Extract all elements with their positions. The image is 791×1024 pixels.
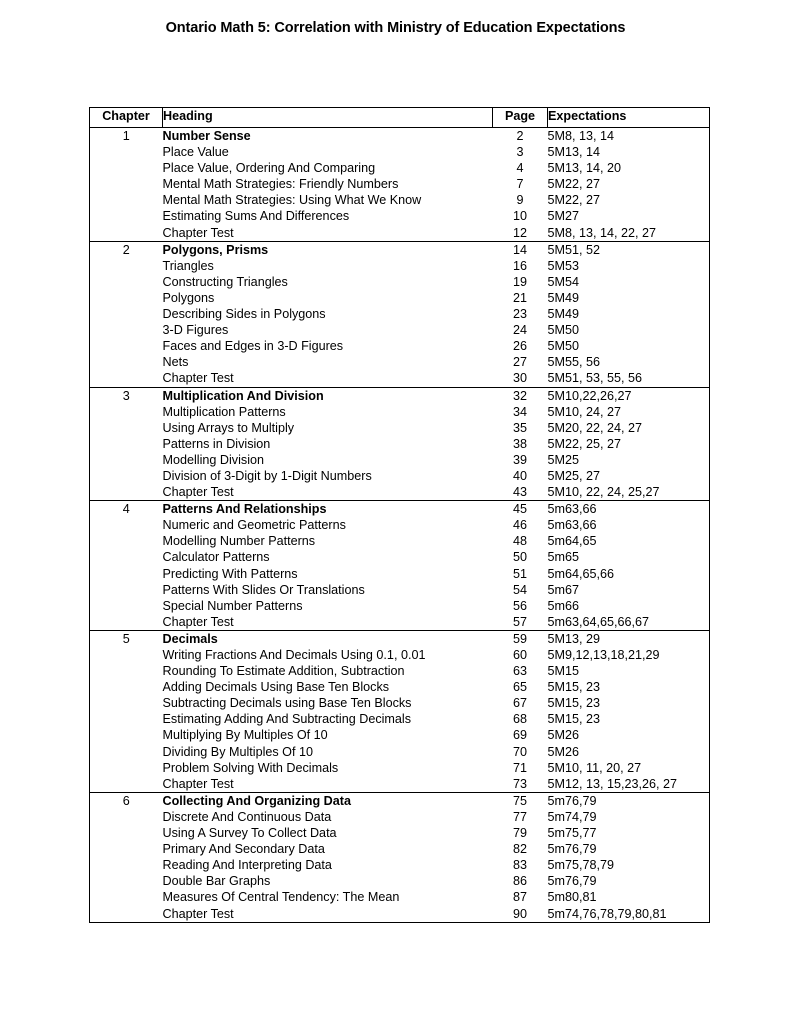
page-number: 71 bbox=[512, 760, 527, 775]
page-number: 83 bbox=[512, 858, 527, 873]
expectations-codes: 5m74,79 bbox=[547, 809, 597, 824]
lesson-heading: Estimating Adding And Subtracting Decimals bbox=[162, 712, 412, 727]
section-heading: Decimals bbox=[162, 631, 218, 646]
expectations-codes: 5M12, 13, 15,23,26, 27 bbox=[547, 776, 678, 791]
page-number: 65 bbox=[512, 680, 527, 695]
table-row bbox=[90, 387, 710, 404]
expectations-codes: 5M15, 23 bbox=[547, 696, 601, 711]
expectations-codes: 5M49 bbox=[547, 290, 580, 305]
table-row bbox=[90, 322, 710, 338]
lesson-heading: Modelling Number Patterns bbox=[162, 534, 316, 549]
expectations-codes: 5M27 bbox=[547, 209, 580, 224]
page-number: 75 bbox=[512, 793, 527, 808]
page-number: 9 bbox=[516, 193, 524, 208]
page-number: 21 bbox=[512, 290, 527, 305]
lesson-heading: Place Value bbox=[162, 145, 229, 160]
expectations-codes: 5m63,64,65,66,67 bbox=[547, 614, 650, 629]
chapter-number: 4 bbox=[122, 502, 130, 517]
expectations-codes: 5M10, 11, 20, 27 bbox=[547, 760, 642, 775]
chapter-block bbox=[90, 241, 710, 387]
lesson-heading: Faces and Edges in 3-D Figures bbox=[162, 339, 344, 354]
column-header-page: Page bbox=[493, 108, 548, 128]
page-number: 35 bbox=[512, 420, 527, 435]
page-number: 82 bbox=[512, 842, 527, 857]
expectations-codes: 5M53 bbox=[547, 258, 580, 273]
table-header bbox=[90, 108, 710, 128]
correlation-table bbox=[89, 107, 710, 923]
table-row bbox=[90, 857, 710, 873]
lesson-heading: Chapter Test bbox=[162, 906, 234, 921]
lesson-heading: Polygons bbox=[162, 290, 215, 305]
page-number: 63 bbox=[512, 664, 527, 679]
expectations-codes: 5M9,12,13,18,21,29 bbox=[547, 648, 660, 662]
lesson-heading: Measures Of Central Tendency: The Mean bbox=[162, 890, 400, 905]
page-title: Ontario Math 5: Correlation with Ministry of Education Expectations bbox=[165, 20, 626, 36]
table-row bbox=[90, 354, 710, 370]
lesson-heading: Chapter Test bbox=[162, 614, 234, 629]
page-number: 26 bbox=[512, 339, 527, 354]
page-number: 10 bbox=[512, 209, 527, 224]
page-number: 86 bbox=[512, 874, 527, 889]
table-header-row bbox=[90, 108, 710, 128]
page-number: 19 bbox=[512, 274, 527, 289]
table-row bbox=[90, 290, 710, 306]
table-row bbox=[90, 208, 710, 224]
table-row bbox=[90, 517, 710, 533]
column-header-chapter: Chapter bbox=[90, 108, 163, 128]
chapter-number: 3 bbox=[122, 388, 130, 403]
lesson-heading: Place Value, Ordering And Comparing bbox=[162, 161, 376, 176]
table-row bbox=[90, 711, 710, 727]
expectations-codes: 5m64,65,66 bbox=[547, 566, 615, 581]
lesson-heading: Double Bar Graphs bbox=[162, 874, 271, 889]
section-heading: Multiplication And Division bbox=[162, 388, 324, 403]
page-number: 2 bbox=[516, 129, 524, 143]
expectations-codes: 5M10,22,26,27 bbox=[547, 388, 632, 403]
table-row bbox=[90, 160, 710, 176]
table-row bbox=[90, 825, 710, 841]
lesson-heading: Calculator Patterns bbox=[162, 550, 270, 565]
page-number: 79 bbox=[512, 826, 527, 841]
page-number: 34 bbox=[512, 404, 527, 419]
lesson-heading: Using A Survey To Collect Data bbox=[162, 826, 337, 841]
page-number: 73 bbox=[512, 776, 527, 791]
expectations-codes: 5M13, 14, 20 bbox=[547, 161, 622, 176]
expectations-codes: 5M22, 27 bbox=[547, 177, 601, 192]
page-number: 70 bbox=[512, 744, 527, 759]
page-number: 54 bbox=[512, 582, 527, 597]
chapter-block bbox=[90, 501, 710, 631]
table-row bbox=[90, 695, 710, 711]
lesson-heading: Division of 3-Digit by 1-Digit Numbers bbox=[162, 468, 372, 483]
table-row bbox=[90, 727, 710, 743]
lesson-heading: Numeric and Geometric Patterns bbox=[162, 518, 346, 533]
expectations-codes: 5m67 bbox=[547, 582, 580, 597]
page-number: 40 bbox=[512, 468, 527, 483]
expectations-codes: 5M51, 53, 55, 56 bbox=[547, 371, 643, 386]
expectations-codes: 5m63,66 bbox=[547, 502, 597, 517]
expectations-codes: 5m64,65 bbox=[547, 534, 597, 549]
expectations-codes: 5M13, 29 bbox=[547, 631, 601, 646]
expectations-codes: 5M26 bbox=[547, 728, 580, 743]
expectations-codes: 5M10, 24, 27 bbox=[547, 404, 622, 419]
expectations-codes: 5M49 bbox=[547, 307, 580, 322]
lesson-heading: Primary And Secondary Data bbox=[162, 842, 325, 857]
page-number: 67 bbox=[512, 696, 527, 711]
expectations-codes: 5M25, 27 bbox=[547, 468, 601, 483]
expectations-codes: 5m66 bbox=[547, 598, 580, 613]
table-row bbox=[90, 501, 710, 518]
expectations-codes: 5M15, 23 bbox=[547, 712, 601, 727]
table-row bbox=[90, 630, 710, 647]
page-number: 51 bbox=[512, 566, 527, 581]
table-row bbox=[90, 647, 710, 663]
lesson-heading: Problem Solving With Decimals bbox=[162, 760, 339, 775]
lesson-heading: Reading And Interpreting Data bbox=[162, 858, 332, 873]
table-row bbox=[90, 144, 710, 160]
expectations-codes: 5M50 bbox=[547, 339, 580, 354]
table-row bbox=[90, 468, 710, 484]
lesson-heading: Dividing By Multiples Of 10 bbox=[162, 744, 313, 759]
page-number: 87 bbox=[512, 890, 527, 905]
table-row bbox=[90, 792, 710, 809]
page-number: 24 bbox=[512, 323, 527, 338]
page-number: 60 bbox=[512, 648, 527, 662]
lesson-heading: Modelling Division bbox=[162, 452, 264, 467]
page-number: 43 bbox=[512, 485, 527, 500]
table-row bbox=[90, 241, 710, 258]
page-number: 69 bbox=[512, 728, 527, 743]
table-row bbox=[90, 614, 710, 631]
expectations-codes: 5m74,76,78,79,80,81 bbox=[547, 906, 667, 921]
lesson-heading: Rounding To Estimate Addition, Subtraction bbox=[162, 664, 405, 679]
table-row bbox=[90, 258, 710, 274]
lesson-heading: Adding Decimals Using Base Ten Blocks bbox=[162, 680, 390, 695]
column-header-expectations: Expectations bbox=[548, 108, 710, 128]
lesson-heading: Describing Sides in Polygons bbox=[162, 307, 326, 322]
table-row bbox=[90, 370, 710, 387]
lesson-heading: Using Arrays to Multiply bbox=[162, 420, 295, 435]
page-number: 16 bbox=[512, 258, 527, 273]
page-number: 14 bbox=[512, 242, 527, 257]
expectations-codes: 5m63,66 bbox=[547, 518, 597, 533]
table-row bbox=[90, 663, 710, 679]
expectations-codes: 5M15, 23 bbox=[547, 680, 601, 695]
expectations-codes: 5m65 bbox=[547, 550, 580, 565]
expectations-codes: 5M22, 27 bbox=[547, 193, 601, 208]
table-row bbox=[90, 533, 710, 549]
expectations-codes: 5M55, 56 bbox=[547, 355, 601, 370]
expectations-codes: 5M22, 25, 27 bbox=[547, 436, 622, 451]
table-row bbox=[90, 841, 710, 857]
page-number: 32 bbox=[512, 388, 527, 403]
chapter-number: 1 bbox=[122, 129, 130, 143]
expectations-codes: 5m80,81 bbox=[547, 890, 597, 905]
lesson-heading: Estimating Sums And Differences bbox=[162, 209, 350, 224]
chapter-block bbox=[90, 792, 710, 922]
page-number: 3 bbox=[516, 145, 524, 160]
chapter-block bbox=[90, 630, 710, 792]
table-row bbox=[90, 420, 710, 436]
lesson-heading: 3-D Figures bbox=[162, 323, 229, 338]
section-heading: Number Sense bbox=[162, 129, 251, 143]
table-row bbox=[90, 484, 710, 501]
expectations-codes: 5M51, 52 bbox=[547, 242, 601, 257]
page-number: 38 bbox=[512, 436, 527, 451]
table-row bbox=[90, 760, 710, 776]
page-number: 39 bbox=[512, 452, 527, 467]
table-row bbox=[90, 192, 710, 208]
chapter-block bbox=[90, 387, 710, 501]
expectations-codes: 5M26 bbox=[547, 744, 580, 759]
table-row bbox=[90, 744, 710, 760]
column-header-heading: Heading bbox=[163, 108, 493, 128]
lesson-heading: Mental Math Strategies: Using What We Know bbox=[162, 193, 422, 208]
page-number: 45 bbox=[512, 502, 527, 517]
table-row bbox=[90, 906, 710, 923]
table-row bbox=[90, 128, 710, 145]
table-row bbox=[90, 404, 710, 420]
chapter-block bbox=[90, 128, 710, 242]
lesson-heading: Chapter Test bbox=[162, 225, 234, 240]
table-row bbox=[90, 436, 710, 452]
expectations-codes: 5M15 bbox=[547, 664, 580, 679]
chapter-number: 2 bbox=[122, 242, 130, 257]
page-number: 27 bbox=[512, 355, 527, 370]
section-heading: Polygons, Prisms bbox=[162, 242, 269, 257]
lesson-heading: Constructing Triangles bbox=[162, 274, 288, 289]
lesson-heading: Chapter Test bbox=[162, 371, 234, 386]
lesson-heading: Chapter Test bbox=[162, 485, 234, 500]
page-number: 57 bbox=[512, 614, 527, 629]
expectations-codes: 5m75,77 bbox=[547, 826, 597, 841]
page-number: 23 bbox=[512, 307, 527, 322]
lesson-heading: Mental Math Strategies: Friendly Numbers bbox=[162, 177, 399, 192]
expectations-codes: 5M54 bbox=[547, 274, 580, 289]
section-heading: Collecting And Organizing Data bbox=[162, 793, 351, 808]
table-row bbox=[90, 873, 710, 889]
page-number: 7 bbox=[516, 177, 524, 192]
section-heading: Patterns And Relationships bbox=[162, 502, 327, 517]
page-number: 77 bbox=[512, 809, 527, 824]
lesson-heading: Special Number Patterns bbox=[162, 598, 303, 613]
lesson-heading: Multiplying By Multiples Of 10 bbox=[162, 728, 328, 743]
lesson-heading: Patterns in Division bbox=[162, 436, 271, 451]
lesson-heading: Writing Fractions And Decimals Using 0.1, 0.01 bbox=[162, 648, 426, 662]
page-number: 4 bbox=[516, 161, 524, 176]
expectations-codes: 5M50 bbox=[547, 323, 580, 338]
lesson-heading: Multiplication Patterns bbox=[162, 404, 286, 419]
table-row bbox=[90, 679, 710, 695]
lesson-heading: Predicting With Patterns bbox=[162, 566, 298, 581]
chapter-number: 6 bbox=[122, 793, 130, 808]
table-row bbox=[90, 582, 710, 598]
table-row bbox=[90, 338, 710, 354]
expectations-codes: 5M10, 22, 24, 25,27 bbox=[547, 485, 660, 500]
expectations-codes: 5m76,79 bbox=[547, 842, 597, 857]
table-row bbox=[90, 452, 710, 468]
expectations-codes: 5M13, 14 bbox=[547, 145, 601, 160]
page-number: 68 bbox=[512, 712, 527, 727]
lesson-heading: Nets bbox=[162, 355, 189, 370]
page-number: 56 bbox=[512, 598, 527, 613]
table-row bbox=[90, 809, 710, 825]
expectations-codes: 5M8, 13, 14, 22, 27 bbox=[547, 225, 657, 240]
table-row bbox=[90, 566, 710, 582]
expectations-codes: 5M20, 22, 24, 27 bbox=[547, 420, 643, 435]
page-number: 30 bbox=[512, 371, 527, 386]
table-row bbox=[90, 176, 710, 192]
expectations-codes: 5m75,78,79 bbox=[547, 858, 615, 873]
expectations-codes: 5M25 bbox=[547, 452, 580, 467]
lesson-heading: Subtracting Decimals using Base Ten Blocks bbox=[162, 696, 412, 711]
lesson-heading: Discrete And Continuous Data bbox=[162, 809, 332, 824]
page-number: 90 bbox=[512, 906, 527, 921]
expectations-codes: 5m76,79 bbox=[547, 874, 597, 889]
page-number: 50 bbox=[512, 550, 527, 565]
chapter-number: 5 bbox=[122, 631, 130, 646]
expectations-codes: 5M8, 13, 14 bbox=[547, 129, 615, 143]
lesson-heading: Triangles bbox=[162, 258, 214, 273]
table-row bbox=[90, 598, 710, 614]
table-row bbox=[90, 549, 710, 565]
page-number: 12 bbox=[512, 225, 527, 240]
page-number: 48 bbox=[512, 534, 527, 549]
expectations-codes: 5m76,79 bbox=[547, 793, 597, 808]
lesson-heading: Patterns With Slides Or Translations bbox=[162, 582, 365, 597]
table-row bbox=[90, 776, 710, 793]
page-number: 59 bbox=[512, 631, 527, 646]
lesson-heading: Chapter Test bbox=[162, 776, 234, 791]
table-row bbox=[90, 225, 710, 242]
table-row bbox=[90, 306, 710, 322]
table-row bbox=[90, 889, 710, 905]
table-row bbox=[90, 274, 710, 290]
page-number: 46 bbox=[512, 518, 527, 533]
